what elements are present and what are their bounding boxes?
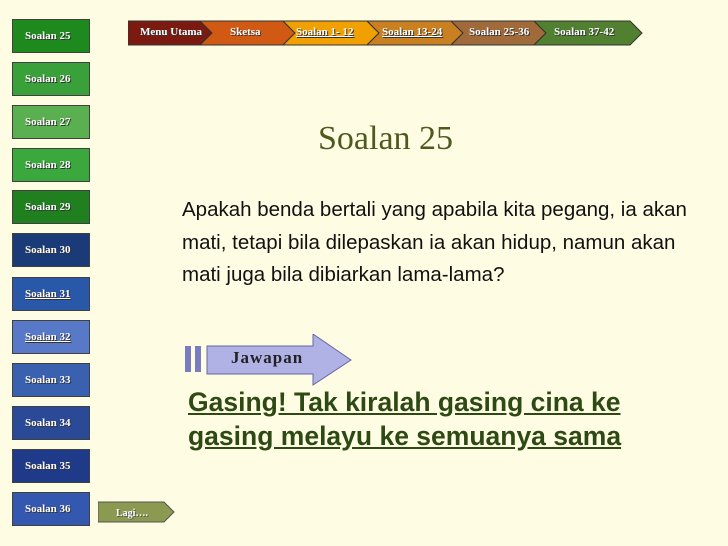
side-item-soalan-29[interactable] [12,190,90,224]
side-item-label: Soalan 33 [25,374,71,386]
answer-button-label[interactable]: Jawapan [231,348,304,367]
side-item-soalan-33[interactable] [12,363,90,397]
tab-sketsa[interactable]: Sketsa [230,26,261,38]
side-item-label: Soalan 30 [25,244,71,256]
side-item-label: Soalan 25 [25,30,71,42]
tab-soalan-25-36[interactable]: Soalan 25-36 [469,26,530,38]
side-item-soalan-30[interactable] [12,233,90,267]
more-button-label[interactable]: Lagi…. [116,508,148,519]
side-item-label: Soalan 34 [25,417,71,429]
answer-text: Gasing! Tak kiralah gasing cina ke gasing melayu ke semuanya sama [188,387,622,451]
tab-menu-utama[interactable]: Menu Utama [140,26,203,38]
side-item-soalan-34[interactable] [12,406,90,440]
top-nav [128,20,643,46]
side-item-soalan-31[interactable] [12,277,90,311]
slide-title: Soalan 25 [318,120,454,157]
tab-soalan-37-42[interactable]: Soalan 37-42 [554,26,615,38]
question-text: Apakah benda bertali yang apabila kita pegang, ia akan mati, tetapi bila dilepaskan ia akan hidup, namun akan mati juga bila dibiarkan lama-lama? [182,198,687,286]
side-item-label: Soalan 26 [25,73,71,85]
side-item-label: Soalan 27 [25,116,71,128]
side-item-soalan-26[interactable] [12,62,90,96]
side-item-soalan-32[interactable] [12,320,90,354]
side-item-soalan-28[interactable] [12,148,90,182]
side-item-soalan-35[interactable] [12,449,90,483]
side-item-label: Soalan 35 [25,460,71,472]
side-item-label: Soalan 36 [25,503,71,515]
side-item-label: Soalan 31 [25,288,71,300]
side-item-label: Soalan 32 [25,331,71,343]
tab-soalan-13-24[interactable]: Soalan 13-24 [382,26,443,38]
side-item-label: Soalan 29 [25,201,71,213]
side-item-soalan-27[interactable] [12,105,90,139]
side-item-soalan-25[interactable] [12,19,90,53]
side-item-label: Soalan 28 [25,159,71,171]
tab-soalan-1-12[interactable]: Soalan 1- 12 [296,26,354,38]
side-item-soalan-36[interactable] [12,492,90,526]
